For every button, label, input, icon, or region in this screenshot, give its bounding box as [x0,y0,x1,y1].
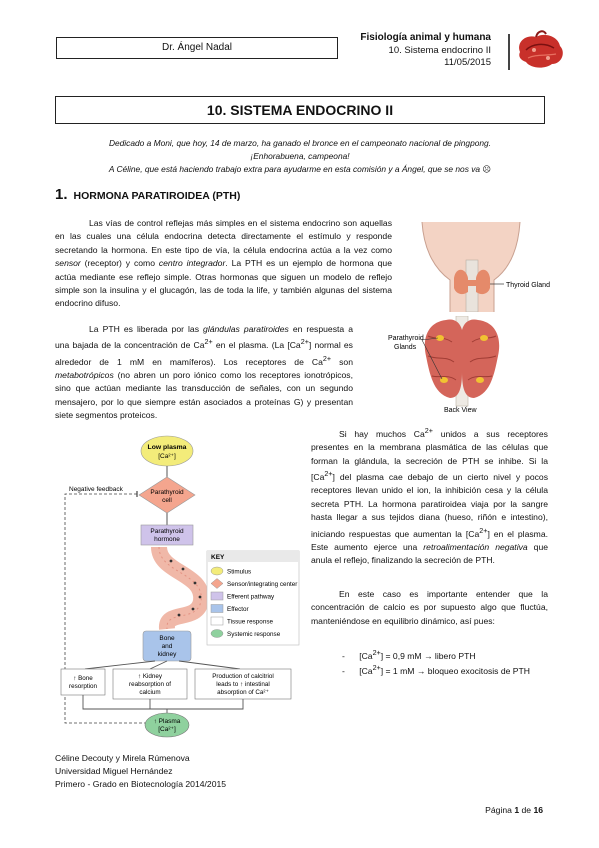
section-title: HORMONA PARATIROIDEA (PTH) [73,190,241,202]
paragraph-3: Si hay muchos $Ca^{2+}$ unidos a sus receptores presentes en la membrana plasmática de las células que forman la glándula, la secreción de PTH se inhibe. Si la $[Ca^{2+}]$ del plasma cae debajo de un cierto nivel y pocos receptores llevan unido el ion, la inhibición cesa y la célula secreta PTH. La hormona paratiroidea viaja por la sangre hasta llegar a sus tejidos diana (hueso, riñón e intestino), iniciando respuestas que aumentan la $[Ca^{2+}]$ en el plasma. Este aumento ejerce una retroalimentación negativa que anula el reflejo, finalizando la secreción de PTH. [311,427,549,566]
parathyroid-cell-line1: Parathyroid [150,489,184,496]
plasma-increase-node [145,713,189,737]
calcitriol-line1: Production of calcitriol [212,673,274,680]
key-swatch [211,605,223,613]
paragraph-2: La PTH es liberada por las glándulas paratiroides en respuesta a una bajada de la concentración de $Ca^{2+}$ en el plasma. (La $[Ca^{2+}]$ normal es alrededor de 1 mM en mamíferos). Los receptores de $Ca^{2+}$ son metabotrópicos (no abren un poro iónico como los receptores ionotrópicos, sino que actúan mediante las transducción de señales, con un segundo mensajero, por lo que siempre están asociados a proteínas G) y presentan siete segmentos proteicos. [55,324,353,421]
thyroid-gland-label: Thyroid Gland [506,282,550,289]
organ-illustration-icon [514,28,568,74]
key-item-label: Tissue response [227,618,273,626]
dedication-line3: A Céline, que está haciendo trabajo extra para ayudarme en esta comisión y a Ángel, que se nos va ☹ [108,164,492,174]
section-number: 1. [55,186,68,203]
paragraph-4: En este caso es importante entender que la concentración de calcio es por supuesto algo que fluctúa, manteniéndose en equilibrio dinámico, así pues: [311,589,548,626]
key-item-label: Systemic response [227,630,281,638]
parathyroid-label-2: Glands [394,344,417,351]
author-name: Dr. Ángel Nadal [161,42,233,53]
kidney-reabs-line2: reabsorption of [128,681,172,688]
parathyroid-label-1: Parathyroid [388,335,424,342]
page-number [485,805,543,815]
kidney-reabs-line3: calcium [139,689,161,696]
parathyroid-illustration [388,316,548,418]
bone-kidney-line3: kidney [157,651,177,658]
bullet-1: - $[Ca^{2+}] = 0,9$ mM → libero PTH [342,649,476,661]
page-total: 16 [533,805,543,815]
page-current: 1 [514,805,520,815]
author-box [56,37,338,59]
bone-resorption-node [61,669,105,695]
plasma-up-line2: [Ca²⁺] [158,726,176,733]
parathyroid-hormone-line2: hormone [154,536,180,543]
kidney-reabs-line1: ↑ Kidney [137,673,163,680]
dedication-line1: Dedicado a Moni, que hoy, 14 de marzo, ha ganado el bronce en el campeonato nacional de pingpong. [108,138,492,148]
footer-university: Universidad Miguel Hernández [55,766,173,776]
header-date: 11/05/2015 [444,57,491,68]
page-title: 10. SISTEMA ENDOCRINO II [55,96,545,124]
key-item-label: Effector [227,605,249,613]
key-item-label: Stimulus [227,568,252,576]
low-plasma-line1: Low plasma [147,444,187,451]
pth-reflex-diagram [55,433,307,739]
calcitriol-line2: leads to ↑ intestinal [216,681,270,688]
low-plasma-node [141,436,193,466]
key-title: KEY [211,554,225,561]
bone-kidney-line1: Bone [159,635,175,642]
bone-resorption-line1: ↑ Bone [73,675,93,682]
key-swatch [211,630,223,638]
back-view-label: Back View [444,407,477,414]
key-swatch [211,592,223,600]
header-divider [508,34,510,70]
bone-resorption-line2: resorption [68,683,98,690]
key-swatch [211,567,223,575]
thyroid-illustration [402,222,552,312]
bone-kidney-line2: and [161,643,173,650]
negative-feedback-label: Negative feedback [69,486,123,493]
parathyroid-cell-line2: cell [162,497,172,504]
low-plasma-line2: [Ca²⁺] [158,453,176,460]
key-swatch [211,617,223,625]
course-name: Fisiología animal y humana [360,32,491,43]
dedication-line2: ¡Enhorabuena, campeona! [250,151,350,161]
key-item-label: Efferent pathway [227,593,275,601]
blood-vessel [159,547,201,629]
section-heading [55,186,240,204]
calcitriol-line3: absorption of Ca²⁺ [217,689,269,696]
footer-degree: Primero - Grado en Biotecnología 2014/2015 [55,779,227,789]
key-item-label: Sensor/integrating center [227,580,298,588]
page-prefix: Página [485,805,512,815]
bullet-2: - $[Ca^{2+}] = 1$ mM → bloqueo exocitosis de PTH [342,664,530,676]
page-mid: de [521,805,532,815]
topic-name: 10. Sistema endocrino II [388,44,491,56]
footer-authors: Céline Decouty y Mirela Rúmenova [55,753,190,763]
paragraph-1: Las vías de control reflejas más simples en el sistema endocrino son aquellas en las cuales una célula endocrina detecta directamente el estímulo y responde secretando la hormona. En este tipo de vía, la célula endocrina actúa a la vez como sensor (receptor) y como centro integrador. La PTH es un ejemplo de hormona que actúa mediante ese reflejo simple. Otras hormonas que siguen un modelo de reflejo simple son la insulina y el glucagón, las de toda la life, y también algunas del sistema endocrino difuso. [55,218,392,309]
parathyroid-hormone-line1: Parathyroid [150,528,184,535]
plasma-up-line1: ↑ Plasma [153,718,181,725]
header-info [360,32,491,70]
